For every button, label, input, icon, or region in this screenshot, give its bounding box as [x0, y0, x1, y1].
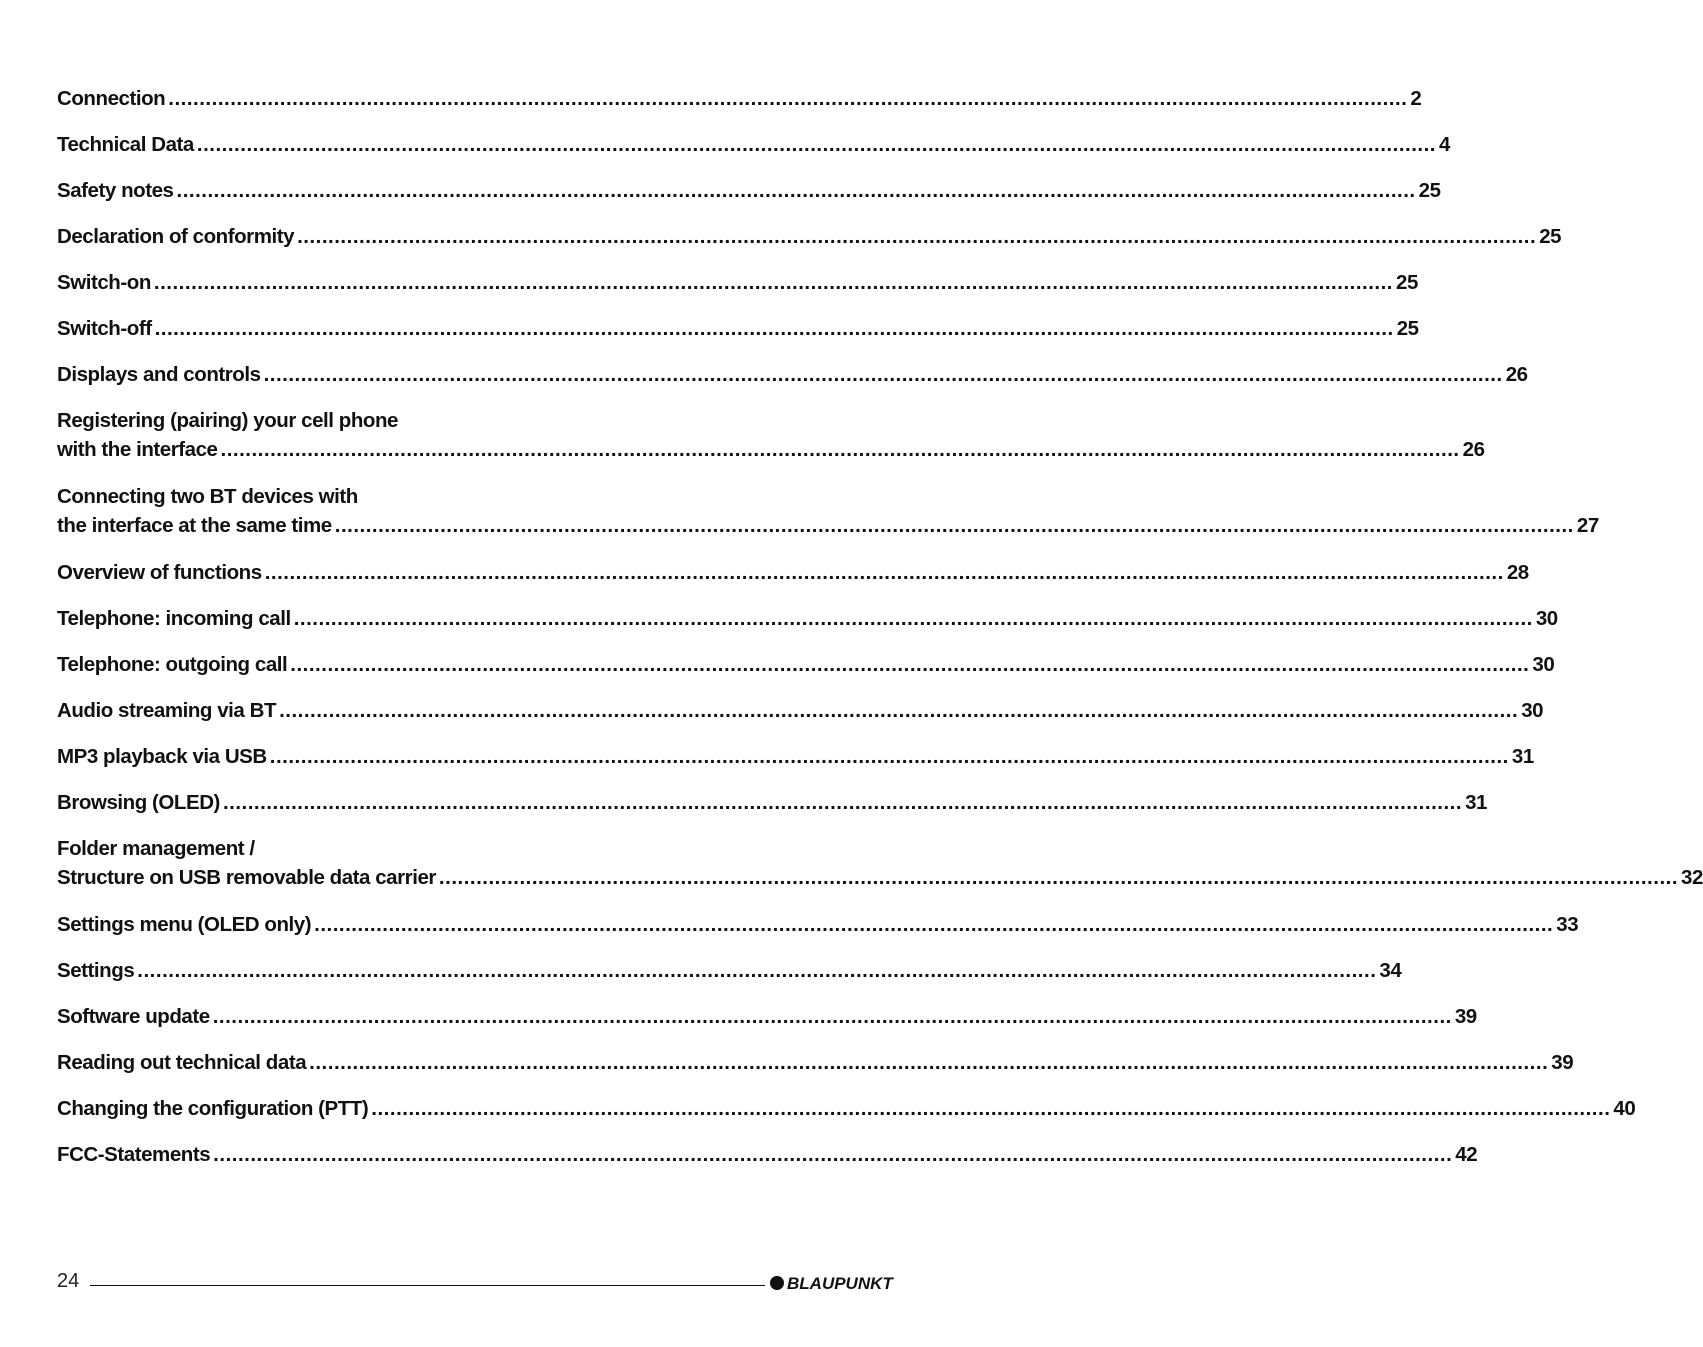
toc-entry [57, 268, 1418, 297]
toc-dot-leader: ........................................................................................................................................................................................................ [264, 561, 1504, 584]
toc-dot-leader: ........................................................................................................................................................................................................ [154, 317, 1394, 340]
toc-entry-line [57, 314, 1419, 343]
toc-entry [57, 742, 1534, 771]
toc-entry-line [57, 406, 608, 435]
toc-dot-leader: ........................................................................................................................................................................................................ [213, 1143, 1453, 1166]
toc-entry-title: Safety notes [57, 179, 174, 202]
toc-entry-title: Registering (pairing) your cell phone [57, 409, 398, 432]
toc-entry [57, 314, 1419, 343]
toc-entry-line [57, 1048, 1574, 1077]
toc-dot-leader: ........................................................................................................................................................................................................ [279, 699, 1519, 722]
toc-entry-page: 25 [1396, 271, 1418, 294]
toc-entry-page: 32 [1681, 866, 1703, 889]
table-of-contents [57, 84, 1703, 1186]
toc-entry-page: 26 [1462, 438, 1485, 461]
toc-entry-page: 30 [1535, 607, 1558, 630]
toc-entry [57, 1094, 1636, 1123]
toc-entry [57, 696, 1544, 725]
toc-entry-title: Connection [57, 87, 166, 110]
toc-dot-leader: ........................................................................................................................................................................................................ [168, 87, 1408, 110]
toc-entry-title: Software update [57, 1005, 210, 1028]
toc-entry-title: Switch-on [57, 271, 151, 294]
toc-entry-line [57, 511, 1599, 540]
toc-entry [57, 482, 1599, 540]
toc-entry-page: 4 [1439, 133, 1450, 156]
toc-entry-page: 2 [1410, 87, 1422, 110]
brand-wordmark-text: BLAUPUNKT [787, 1274, 893, 1293]
toc-entry-title: Telephone: outgoing call [57, 653, 288, 676]
toc-entry-title: Displays and controls [57, 363, 261, 386]
toc-entry-line [57, 604, 1558, 633]
toc-entry-page: 27 [1576, 514, 1599, 537]
toc-entry-line [57, 222, 1562, 251]
toc-entry-line [57, 742, 1534, 771]
toc-entry-line [57, 650, 1555, 679]
toc-dot-leader: ........................................................................................................................................................................................................ [371, 1097, 1611, 1120]
toc-entry-title: Switch-off [57, 317, 152, 340]
toc-entry [57, 84, 1422, 113]
brand-wordmark [787, 1274, 899, 1292]
toc-entry-line [57, 1140, 1478, 1169]
toc-entry-line [57, 788, 1487, 817]
toc-entry [57, 956, 1402, 985]
toc-dot-leader: ........................................................................................................................................................................................................ [293, 607, 1533, 630]
toc-entry-title: Declaration of conformity [57, 225, 295, 248]
toc-entry-title: Settings menu (OLED only) [57, 913, 312, 936]
toc-entry-page: 30 [1532, 653, 1555, 676]
toc-entry-page: 34 [1379, 959, 1402, 982]
toc-entry-page: 40 [1613, 1097, 1636, 1120]
toc-dot-leader: ........................................................................................................................................................................................................ [297, 225, 1537, 248]
page-footer [57, 1270, 897, 1296]
toc-dot-leader: ........................................................................................................................................................................................................ [196, 133, 1436, 156]
toc-entry-page: 39 [1454, 1005, 1477, 1028]
toc-entry [57, 650, 1555, 679]
toc-entry-line [57, 268, 1418, 297]
toc-entry-line [57, 956, 1402, 985]
toc-entry-title: Reading out technical data [57, 1051, 307, 1074]
toc-entry-page: 25 [1539, 225, 1562, 248]
toc-entry-title: Technical Data [57, 133, 194, 156]
toc-dot-leader: ........................................................................................................................................................................................................ [438, 866, 1679, 889]
toc-entry-line [57, 1094, 1636, 1123]
toc-entry-title: Connecting two BT devices with [57, 485, 358, 508]
toc-entry-title: FCC-Statements [57, 1143, 211, 1166]
footer-rule [90, 1285, 765, 1286]
toc-dot-leader: ........................................................................................................................................................................................................ [290, 653, 1530, 676]
toc-entry [57, 360, 1528, 389]
toc-entry-title: the interface at the same time [57, 514, 332, 537]
toc-entry-page: 31 [1465, 791, 1487, 814]
toc-entry-title: MP3 playback via USB [57, 745, 267, 768]
toc-entry-title: Overview of functions [57, 561, 262, 584]
toc-entry [57, 406, 1485, 464]
toc-entry-line [57, 863, 1703, 892]
brand-dot-icon [770, 1276, 784, 1290]
toc-entry-title: Telephone: incoming call [57, 607, 291, 630]
toc-dot-leader: ........................................................................................................................................................................................................ [220, 438, 1460, 461]
toc-dot-leader: ........................................................................................................................................................................................................ [269, 745, 1509, 768]
toc-entry-page: 30 [1521, 699, 1544, 722]
toc-entry-line [57, 360, 1528, 389]
toc-entry-page: 26 [1505, 363, 1528, 386]
toc-entry [57, 834, 1703, 892]
toc-entry-title: Folder management / [57, 837, 255, 860]
toc-entry-page: 39 [1551, 1051, 1574, 1074]
toc-entry-title: Audio streaming via BT [57, 699, 277, 722]
toc-entry [57, 176, 1441, 205]
toc-dot-leader: ........................................................................................................................................................................................................ [334, 514, 1574, 537]
footer-page-number: 24 [57, 1270, 80, 1292]
toc-entry-line [57, 834, 608, 863]
toc-entry [57, 910, 1579, 939]
toc-entry-page: 31 [1511, 745, 1534, 768]
toc-entry [57, 1140, 1478, 1169]
toc-dot-leader: ........................................................................................................................................................................................................ [314, 913, 1554, 936]
toc-dot-leader: ........................................................................................................................................................................................................ [153, 271, 1394, 294]
toc-dot-leader: ........................................................................................................................................................................................................ [176, 179, 1416, 202]
toc-entry-page: 25 [1396, 317, 1419, 340]
toc-entry-line [57, 84, 1422, 113]
toc-entry-line [57, 910, 1579, 939]
toc-entry-page: 25 [1418, 179, 1441, 202]
toc-entry-title: Structure on USB removable data carrier [57, 866, 436, 889]
toc-entry [57, 604, 1558, 633]
toc-dot-leader: ........................................................................................................................................................................................................ [309, 1051, 1549, 1074]
toc-entry-title: Settings [57, 959, 135, 982]
toc-entry [57, 1002, 1477, 1031]
toc-dot-leader: ........................................................................................................................................................................................................ [222, 791, 1463, 814]
toc-entry-line [57, 482, 608, 511]
toc-entry-title: Changing the configuration (PTT) [57, 1097, 369, 1120]
brand-logo [770, 1274, 899, 1292]
toc-entry [57, 222, 1562, 251]
toc-entry-line [57, 558, 1529, 587]
toc-entry [57, 788, 1487, 817]
toc-dot-leader: ........................................................................................................................................................................................................ [263, 363, 1503, 386]
toc-entry-page: 42 [1455, 1143, 1478, 1166]
toc-entry [57, 1048, 1574, 1077]
toc-dot-leader: ........................................................................................................................................................................................................ [137, 959, 1377, 982]
toc-entry-page: 33 [1556, 913, 1579, 936]
toc-entry-page: 28 [1506, 561, 1529, 584]
toc-dot-leader: ........................................................................................................................................................................................................ [212, 1005, 1452, 1028]
toc-entry-line [57, 696, 1544, 725]
toc-entry-title: Browsing (OLED) [57, 791, 220, 814]
toc-entry [57, 130, 1450, 159]
toc-entry-line [57, 1002, 1477, 1031]
toc-entry-line [57, 435, 1485, 464]
toc-entry [57, 558, 1529, 587]
toc-entry-line [57, 130, 1450, 159]
toc-entry-title: with the interface [57, 438, 218, 461]
toc-entry-line [57, 176, 1441, 205]
